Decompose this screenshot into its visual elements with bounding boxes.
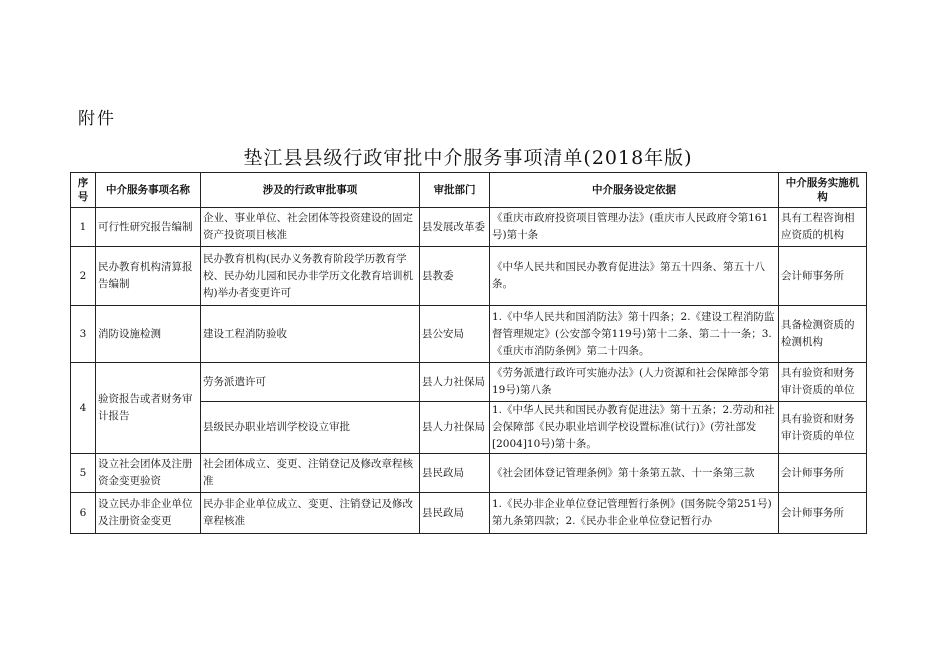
service-item: 民办教育机构清算报告编制 [96, 247, 201, 306]
approval-item: 劳务派遣许可 [201, 363, 420, 402]
approval-dept: 县民政局 [420, 493, 490, 534]
legal-basis: 《社会团体登记管理条例》第十条第五款、十一条第三款 [490, 454, 779, 493]
service-agency: 具有工程咨询相应资质的机构 [779, 208, 867, 247]
approval-dept: 县公安局 [420, 306, 490, 363]
annex-label: 附件 [78, 109, 116, 129]
row-number: 4 [71, 363, 96, 454]
service-agency: 会计师事务所 [779, 454, 867, 493]
service-agency: 会计师事务所 [779, 247, 867, 306]
legal-basis: 1.《民办非企业单位登记管理暂行条例》(国务院令第251号)第九条第四款；2.《民办非企业单位登记暂行办 [490, 493, 779, 534]
document-title: 垫江县县级行政审批中介服务事项清单(2018年版) [243, 147, 693, 169]
header-approval: 涉及的行政审批事项 [201, 173, 420, 208]
approval-dept: 县民政局 [420, 454, 490, 493]
approval-dept: 县发展改革委 [420, 208, 490, 247]
service-item: 验资报告或者财务审计报告 [96, 363, 201, 454]
table-row [71, 493, 867, 534]
header-no: 序号 [71, 173, 96, 208]
service-items-table [70, 172, 867, 534]
approval-item: 企业、事业单位、社会团体等投资建设的固定资产投资项目核准 [201, 208, 420, 247]
row-number: 1 [71, 208, 96, 247]
header-agency: 中介服务实施机构 [779, 173, 867, 208]
approval-dept: 县人力社保局 [420, 402, 490, 454]
table-row [71, 454, 867, 493]
service-item: 消防设施检测 [96, 306, 201, 363]
row-number: 3 [71, 306, 96, 363]
header-item: 中介服务事项名称 [96, 173, 201, 208]
row-number: 2 [71, 247, 96, 306]
legal-basis: 《劳务派遣行政许可实施办法》(人力资源和社会保障部令第19号)第八条 [490, 363, 779, 402]
service-agency: 会计师事务所 [779, 493, 867, 534]
table-row [71, 306, 867, 363]
header-dept: 审批部门 [420, 173, 490, 208]
legal-basis: 《中华人民共和国民办教育促进法》第五十四条、第五十八条。 [490, 247, 779, 306]
table-row [71, 208, 867, 247]
service-agency: 具有验资和财务审计资质的单位 [779, 402, 867, 454]
service-item: 可行性研究报告编制 [96, 208, 201, 247]
service-item: 设立社会团体及注册资金变更验资 [96, 454, 201, 493]
table-header-row [71, 173, 867, 208]
approval-item: 社会团体成立、变更、注销登记及修改章程核准 [201, 454, 420, 493]
approval-item: 民办非企业单位成立、变更、注销登记及修改章程核准 [201, 493, 420, 534]
approval-dept: 县教委 [420, 247, 490, 306]
service-agency: 具备检测资质的检测机构 [779, 306, 867, 363]
legal-basis: 1.《中华人民共和国消防法》第十四条；2.《建设工程消防监督管理规定》(公安部令第119号)第十二条、第二十一条；3.《重庆市消防条例》第二十四条。 [490, 306, 779, 363]
header-basis: 中介服务设定依据 [490, 173, 779, 208]
row-number: 6 [71, 493, 96, 534]
table-row [71, 363, 867, 402]
table-row [71, 247, 867, 306]
approval-item: 县级民办职业培训学校设立审批 [201, 402, 420, 454]
row-number: 5 [71, 454, 96, 493]
legal-basis: 1.《中华人民共和国民办教育促进法》第十五条；2.劳动和社会保障部《民办职业培训学校设置标准(试行)》(劳社部发[2004]10号)第十条。 [490, 402, 779, 454]
approval-item: 民办教育机构(民办义务教育阶段学历教育学校、民办幼儿园和民办非学历文化教育培训机构)举办者变更许可 [201, 247, 420, 306]
approval-dept: 县人力社保局 [420, 363, 490, 402]
service-agency: 具有验资和财务审计资质的单位 [779, 363, 867, 402]
service-item: 设立民办非企业单位及注册资金变更 [96, 493, 201, 534]
legal-basis: 《重庆市政府投资项目管理办法》(重庆市人民政府令第161号)第十条 [490, 208, 779, 247]
approval-item: 建设工程消防验收 [201, 306, 420, 363]
